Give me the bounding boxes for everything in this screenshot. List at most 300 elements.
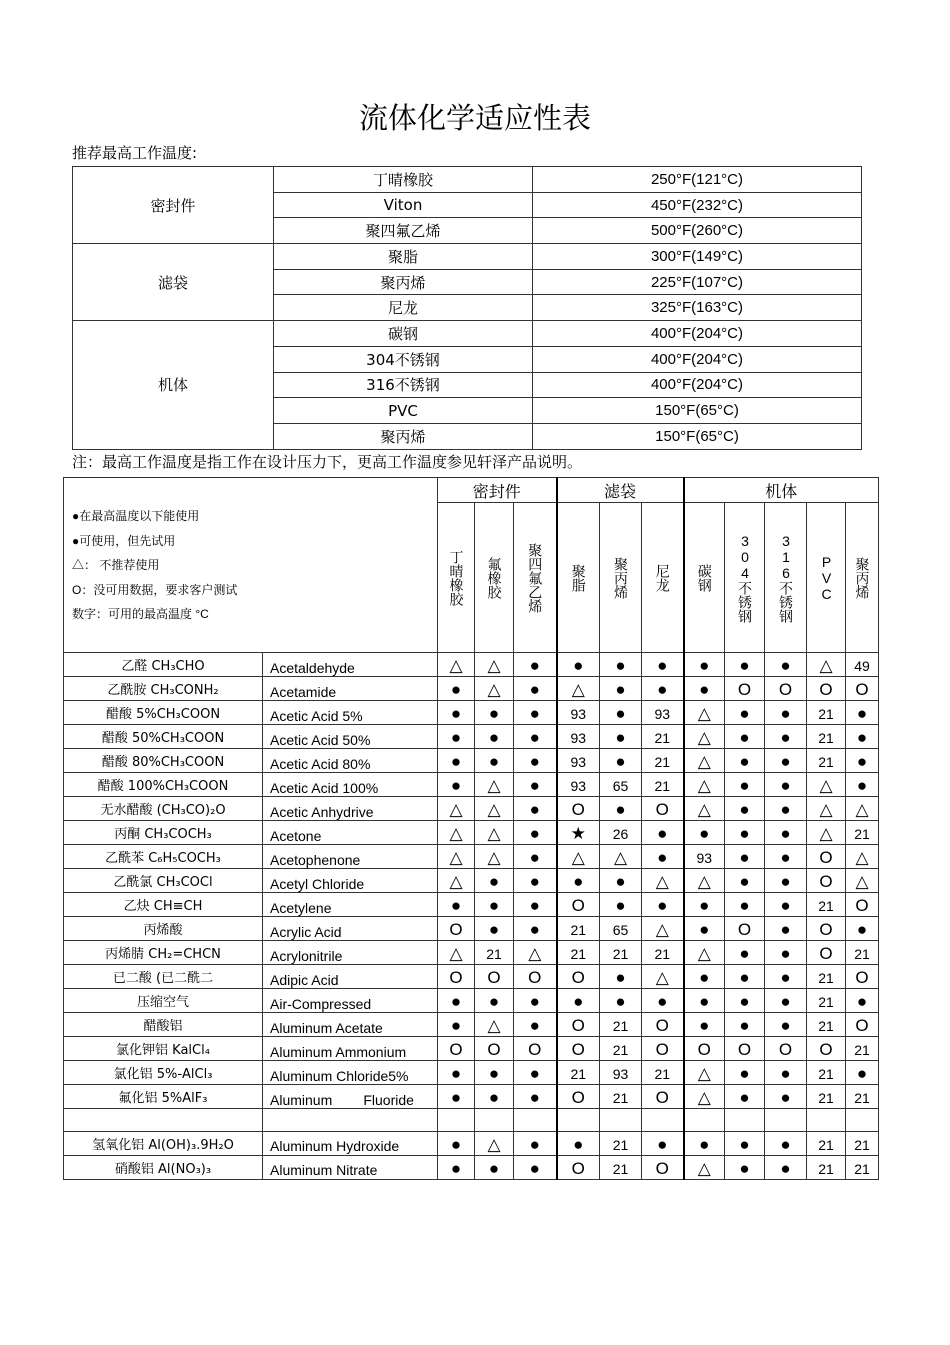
rating-cell [600,1109,642,1132]
chemical-name-cn: 乙酰苯 C₆H₅COCH₃ [64,845,263,869]
rating-cell: 21 [600,1131,642,1155]
rating-cell: ● [475,917,514,941]
chemical-name-cn: 氯化铝 5%-AlCl₃ [64,1061,263,1085]
chemical-name-cn: 乙酰氯 CH₃COCl [64,869,263,893]
rating-cell: ● [846,917,879,941]
rating-cell: △ [475,821,514,845]
rating-cell: ● [438,1131,475,1155]
rating-cell: ★ [557,821,600,845]
group-header: 机体 [684,478,879,503]
chemical-name-cn: 氟化铝 5%AlF₃ [64,1085,263,1109]
material-group: 密封件 [73,167,274,244]
max-temperature: 225°F(107°C) [533,269,862,295]
rating-cell: O [807,677,846,701]
chemical-name-cn: 压缩空气 [64,989,263,1013]
rating-cell: ● [725,893,765,917]
rating-cell: ● [438,1013,475,1037]
rating-cell: ● [514,1061,557,1085]
chemical-name-en: Acetyl Chloride [263,869,438,893]
column-header [765,503,807,653]
rating-cell: ● [600,677,642,701]
column-header-label: PVC [818,553,835,602]
table-row [64,1131,879,1155]
rating-cell: ● [765,1131,807,1155]
rating-cell: ● [846,701,879,725]
rating-cell: O [475,1037,514,1061]
rating-cell: 21 [807,893,846,917]
rating-cell: O [438,917,475,941]
table-row [64,1013,879,1037]
rating-cell: ● [765,1155,807,1179]
rating-cell: 21 [846,821,879,845]
chemical-name-en: Aluminum Ammonium [263,1037,438,1061]
material-group: 机体 [73,321,274,449]
rating-cell: ● [642,845,684,869]
rating-cell: ● [514,749,557,773]
material-name: 304不锈钢 [274,346,533,372]
rating-cell: △ [438,797,475,821]
rating-cell: △ [684,749,725,773]
chemical-name-cn [64,1109,263,1132]
table-row [64,797,879,821]
max-temperature: 400°F(204°C) [533,321,862,347]
rating-cell: O [725,917,765,941]
rating-cell: ● [642,653,684,677]
rating-cell: ● [600,797,642,821]
column-header [514,503,557,653]
material-name: PVC [274,398,533,424]
rating-cell: 21 [557,941,600,965]
rating-cell: 21 [807,749,846,773]
rating-cell: ● [684,1131,725,1155]
rating-cell: O [684,1037,725,1061]
rating-cell: ● [725,989,765,1013]
rating-cell: ● [725,965,765,989]
chemical-name-en: Acetamide [263,677,438,701]
rating-cell: O [725,677,765,701]
rating-cell: O [846,893,879,917]
column-header-label: 聚四氟乙烯 [527,542,544,613]
chemical-name-en: Acetaldehyde [263,653,438,677]
chemical-name-en: Acetic Acid 100% [263,773,438,797]
rating-cell: ● [514,989,557,1013]
table-row [64,965,879,989]
rating-cell: ● [514,917,557,941]
rating-cell: ● [514,701,557,725]
chemical-name-cn: 醋酸 50%CH₃COON [64,725,263,749]
rating-cell: △ [475,1013,514,1037]
rating-cell: ● [514,797,557,821]
column-header [807,503,846,653]
rating-cell: 21 [807,701,846,725]
rating-cell: 21 [846,941,879,965]
rating-cell: O [642,1037,684,1061]
rating-cell [642,1109,684,1132]
rating-cell: ● [600,701,642,725]
rating-cell: ● [642,821,684,845]
rating-cell [846,1109,879,1132]
rating-cell: ● [600,725,642,749]
rating-cell: ● [514,773,557,797]
rating-cell: O [725,1037,765,1061]
temperature-row [73,321,862,347]
chemical-name-cn: 乙炔 CH≡CH [64,893,263,917]
rating-cell: △ [438,845,475,869]
rating-cell: 21 [557,1061,600,1085]
rating-cell: ● [475,893,514,917]
rating-cell: △ [438,941,475,965]
rating-cell: 26 [600,821,642,845]
rating-cell [765,1109,807,1132]
rating-cell: ● [642,677,684,701]
group-header-row [64,478,879,503]
rating-cell: ● [438,1085,475,1109]
table-row [64,773,879,797]
rating-cell: △ [684,725,725,749]
rating-cell: ● [725,725,765,749]
rating-cell: △ [557,845,600,869]
rating-cell: ● [765,965,807,989]
column-header-label: 丁晴橡胶 [448,549,465,606]
table-row [64,725,879,749]
rating-cell: △ [846,845,879,869]
chemical-name-cn: 乙醛 CH₃CHO [64,653,263,677]
max-temperature: 250°F(121°C) [533,167,862,193]
legend-item: ●可使用，但先试用 [72,533,176,548]
max-temperature: 400°F(204°C) [533,346,862,372]
chemical-name-en: Aluminum Fluoride [263,1085,438,1109]
chemical-name-cn: 醋酸铝 [64,1013,263,1037]
rating-cell: O [642,1085,684,1109]
chemical-name-cn: 硝酸铝 Al(NO₃)₃ [64,1155,263,1179]
rating-cell: ● [600,749,642,773]
rating-cell: O [642,1013,684,1037]
rating-cell: ● [765,869,807,893]
material-name: 尼龙 [274,295,533,321]
rating-cell: ● [438,677,475,701]
rating-cell: ● [475,1155,514,1179]
chemical-name-cn: 醋酸 80%CH₃COON [64,749,263,773]
rating-cell: ● [475,1085,514,1109]
rating-cell: O [807,917,846,941]
rating-cell: 21 [807,725,846,749]
rating-cell: ● [514,725,557,749]
rating-cell: ● [765,1013,807,1037]
rating-cell: △ [684,773,725,797]
rating-cell: 21 [600,1013,642,1037]
rating-cell: △ [642,917,684,941]
rating-cell: △ [684,701,725,725]
rating-cell: ● [557,1131,600,1155]
rating-cell: 93 [684,845,725,869]
rating-cell: △ [642,869,684,893]
column-header [642,503,684,653]
rating-cell: O [475,965,514,989]
chemical-name-cn: 乙酰胺 CH₃CONH₂ [64,677,263,701]
rating-cell: O [438,965,475,989]
max-temperature: 150°F(65°C) [533,398,862,424]
group-header: 密封件 [438,478,557,503]
rating-cell: 21 [846,1131,879,1155]
table-row [64,1061,879,1085]
rating-cell: △ [684,797,725,821]
rating-cell: △ [475,773,514,797]
rating-cell: O [557,1037,600,1061]
rating-cell: ● [684,965,725,989]
rating-cell [807,1109,846,1132]
rating-cell: O [557,965,600,989]
rating-cell: 93 [600,1061,642,1085]
material-name: 碳钢 [274,321,533,347]
table-row [64,941,879,965]
chemical-name-en [263,1109,438,1132]
table-row [64,1085,879,1109]
rating-cell: ● [514,1155,557,1179]
max-temperature: 325°F(163°C) [533,295,862,321]
rating-cell: △ [684,1061,725,1085]
max-temperature: 300°F(149°C) [533,244,862,270]
column-header [557,503,600,653]
rating-cell: O [642,797,684,821]
legend-item: ●在最高温度以下能使用 [72,509,200,523]
page-title: 流体化学适应性表 [358,101,591,135]
rating-cell: ● [725,653,765,677]
chemical-name-en: Acrylonitrile [263,941,438,965]
rating-cell [475,1109,514,1132]
rating-cell: ● [725,1013,765,1037]
rating-cell: ● [684,893,725,917]
rating-cell: ● [475,725,514,749]
rating-cell: O [807,1037,846,1061]
chemical-name-en: Aluminum Hydroxide [263,1131,438,1155]
rating-cell: 21 [600,941,642,965]
material-group: 滤袋 [73,244,274,321]
rating-cell: 21 [475,941,514,965]
table-row [64,989,879,1013]
rating-cell: ● [725,941,765,965]
rating-cell: O [846,677,879,701]
rating-cell: △ [475,1131,514,1155]
rating-cell: O [557,797,600,821]
rating-cell: 21 [807,1061,846,1085]
rating-cell: ● [557,653,600,677]
rating-cell: ● [557,869,600,893]
rating-cell: △ [438,653,475,677]
chemical-name-en: Acetone [263,821,438,845]
rating-cell: ● [438,773,475,797]
chemical-name-en: Acetic Acid 50% [263,725,438,749]
rating-cell: ● [684,1013,725,1037]
rating-cell: ● [846,773,879,797]
rating-cell: △ [475,845,514,869]
rating-cell: ● [642,893,684,917]
rating-cell: O [557,1085,600,1109]
note: 注：最高工作温度是指工作在设计压力下，更高工作温度参见轩泽产品说明。 [72,453,583,471]
rating-cell: ● [600,893,642,917]
rating-cell: ● [765,941,807,965]
rating-cell: O [846,965,879,989]
table-row [64,677,879,701]
rating-cell: ● [684,821,725,845]
rating-cell: O [514,1037,557,1061]
rating-cell: ● [765,821,807,845]
rating-cell: 21 [642,941,684,965]
chemical-name-cn: 氢氧化铝 Al(OH)₃.9H₂O [64,1131,263,1155]
rating-cell: 93 [557,725,600,749]
rating-cell: △ [846,869,879,893]
rating-cell: ● [725,773,765,797]
material-name: 316不锈钢 [274,372,533,398]
rating-cell: 21 [600,1037,642,1061]
table-row [64,1155,879,1179]
rating-cell: ● [514,1013,557,1037]
column-header-label: 碳钢 [696,563,713,592]
rating-cell: ● [684,653,725,677]
rating-cell [557,1109,600,1132]
material-name: 聚四氟乙烯 [274,218,533,244]
rating-cell: △ [807,821,846,845]
chemical-name-en: Aluminum Nitrate [263,1155,438,1179]
legend-item: 数字：可用的最高温度 °C [72,607,209,621]
chemical-name-en: Aluminum Chloride5% [263,1061,438,1085]
rating-cell: 21 [846,1085,879,1109]
rating-cell: O [807,869,846,893]
max-temperature: 400°F(204°C) [533,372,862,398]
rating-cell: O [642,1155,684,1179]
rating-cell: ● [684,989,725,1013]
rating-cell: ● [765,749,807,773]
column-header-label: 尼龙 [654,563,671,592]
rating-cell: ● [765,797,807,821]
legend [64,478,438,653]
rating-cell: 21 [807,965,846,989]
rating-cell [684,1109,725,1132]
material-name: 聚丙烯 [274,269,533,295]
table-row [64,1109,879,1132]
rating-cell: ● [725,1085,765,1109]
rating-cell: 21 [807,1085,846,1109]
rating-cell: ● [765,893,807,917]
chemical-name-en: Aluminum Acetate [263,1013,438,1037]
column-header [846,503,879,653]
chemical-name-cn: 无水醋酸 (CH₃CO)₂O [64,797,263,821]
rating-cell: 93 [557,773,600,797]
rating-cell: ● [725,869,765,893]
table-row [64,749,879,773]
rating-cell: △ [684,869,725,893]
rating-cell: ● [600,965,642,989]
rating-cell: ● [600,653,642,677]
chemical-name-en: Adipic Acid [263,965,438,989]
rating-cell: ● [765,989,807,1013]
rating-cell: ● [475,989,514,1013]
rating-cell: ● [514,893,557,917]
rating-cell: △ [438,821,475,845]
max-temperature-table [72,166,862,450]
rating-cell: △ [514,941,557,965]
chemical-name-cn: 醋酸 5%CH₃COON [64,701,263,725]
rating-cell: 21 [600,1085,642,1109]
rating-cell: ● [438,893,475,917]
rating-cell: ● [514,869,557,893]
temperature-subtitle: 推荐最高工作温度: [72,144,198,162]
table-row [64,893,879,917]
legend-item: △： 不推荐使用 [72,558,160,572]
rating-cell: O [765,677,807,701]
column-header-label: 聚脂 [570,563,587,592]
column-header-label: 聚丙烯 [854,556,871,599]
rating-cell: △ [684,941,725,965]
material-name: 丁晴橡胶 [274,167,533,193]
rating-cell: △ [438,869,475,893]
rating-cell: ● [765,773,807,797]
rating-cell: ● [475,869,514,893]
rating-cell: O [846,1013,879,1037]
rating-cell: 21 [600,1155,642,1179]
rating-cell: 21 [807,1013,846,1037]
rating-cell [514,1109,557,1132]
chemical-name-en: Acetophenone [263,845,438,869]
rating-cell: ● [514,653,557,677]
rating-cell: △ [642,965,684,989]
rating-cell: ● [725,1155,765,1179]
table-row [64,869,879,893]
group-header: 滤袋 [557,478,684,503]
max-temperature: 450°F(232°C) [533,192,862,218]
rating-cell: O [557,1013,600,1037]
rating-cell: ● [846,725,879,749]
rating-cell: ● [475,701,514,725]
chemical-name-en: Acetic Anhydrive [263,797,438,821]
rating-cell: 21 [642,773,684,797]
chemical-name-cn: 丙烯酸 [64,917,263,941]
rating-cell: ● [725,797,765,821]
table-row [64,821,879,845]
column-header-label: 氟橡胶 [486,556,503,599]
table-row [64,845,879,869]
rating-cell: △ [807,773,846,797]
rating-cell: ● [765,725,807,749]
chemical-name-en: Acetic Acid 5% [263,701,438,725]
rating-cell: ● [642,1131,684,1155]
rating-cell: △ [846,797,879,821]
rating-cell: ● [514,1131,557,1155]
rating-cell: △ [684,1085,725,1109]
rating-cell: O [765,1037,807,1061]
rating-cell: 21 [557,917,600,941]
rating-cell: ● [725,845,765,869]
material-name: 聚丙烯 [274,423,533,449]
rating-cell: O [557,1155,600,1179]
rating-cell: ● [438,1155,475,1179]
table-row [64,653,879,677]
temperature-row [73,167,862,193]
rating-cell: ● [514,1085,557,1109]
chemical-name-en: Air-Compressed [263,989,438,1013]
rating-cell: ● [765,1061,807,1085]
rating-cell: ● [765,1085,807,1109]
rating-cell: △ [807,797,846,821]
rating-cell: 21 [642,749,684,773]
rating-cell: ● [475,749,514,773]
rating-cell: 65 [600,773,642,797]
table-row [64,1037,879,1061]
rating-cell: ● [557,989,600,1013]
rating-cell: ● [475,1061,514,1085]
chemical-name-en: Acrylic Acid [263,917,438,941]
column-header [684,503,725,653]
rating-cell: ● [765,917,807,941]
